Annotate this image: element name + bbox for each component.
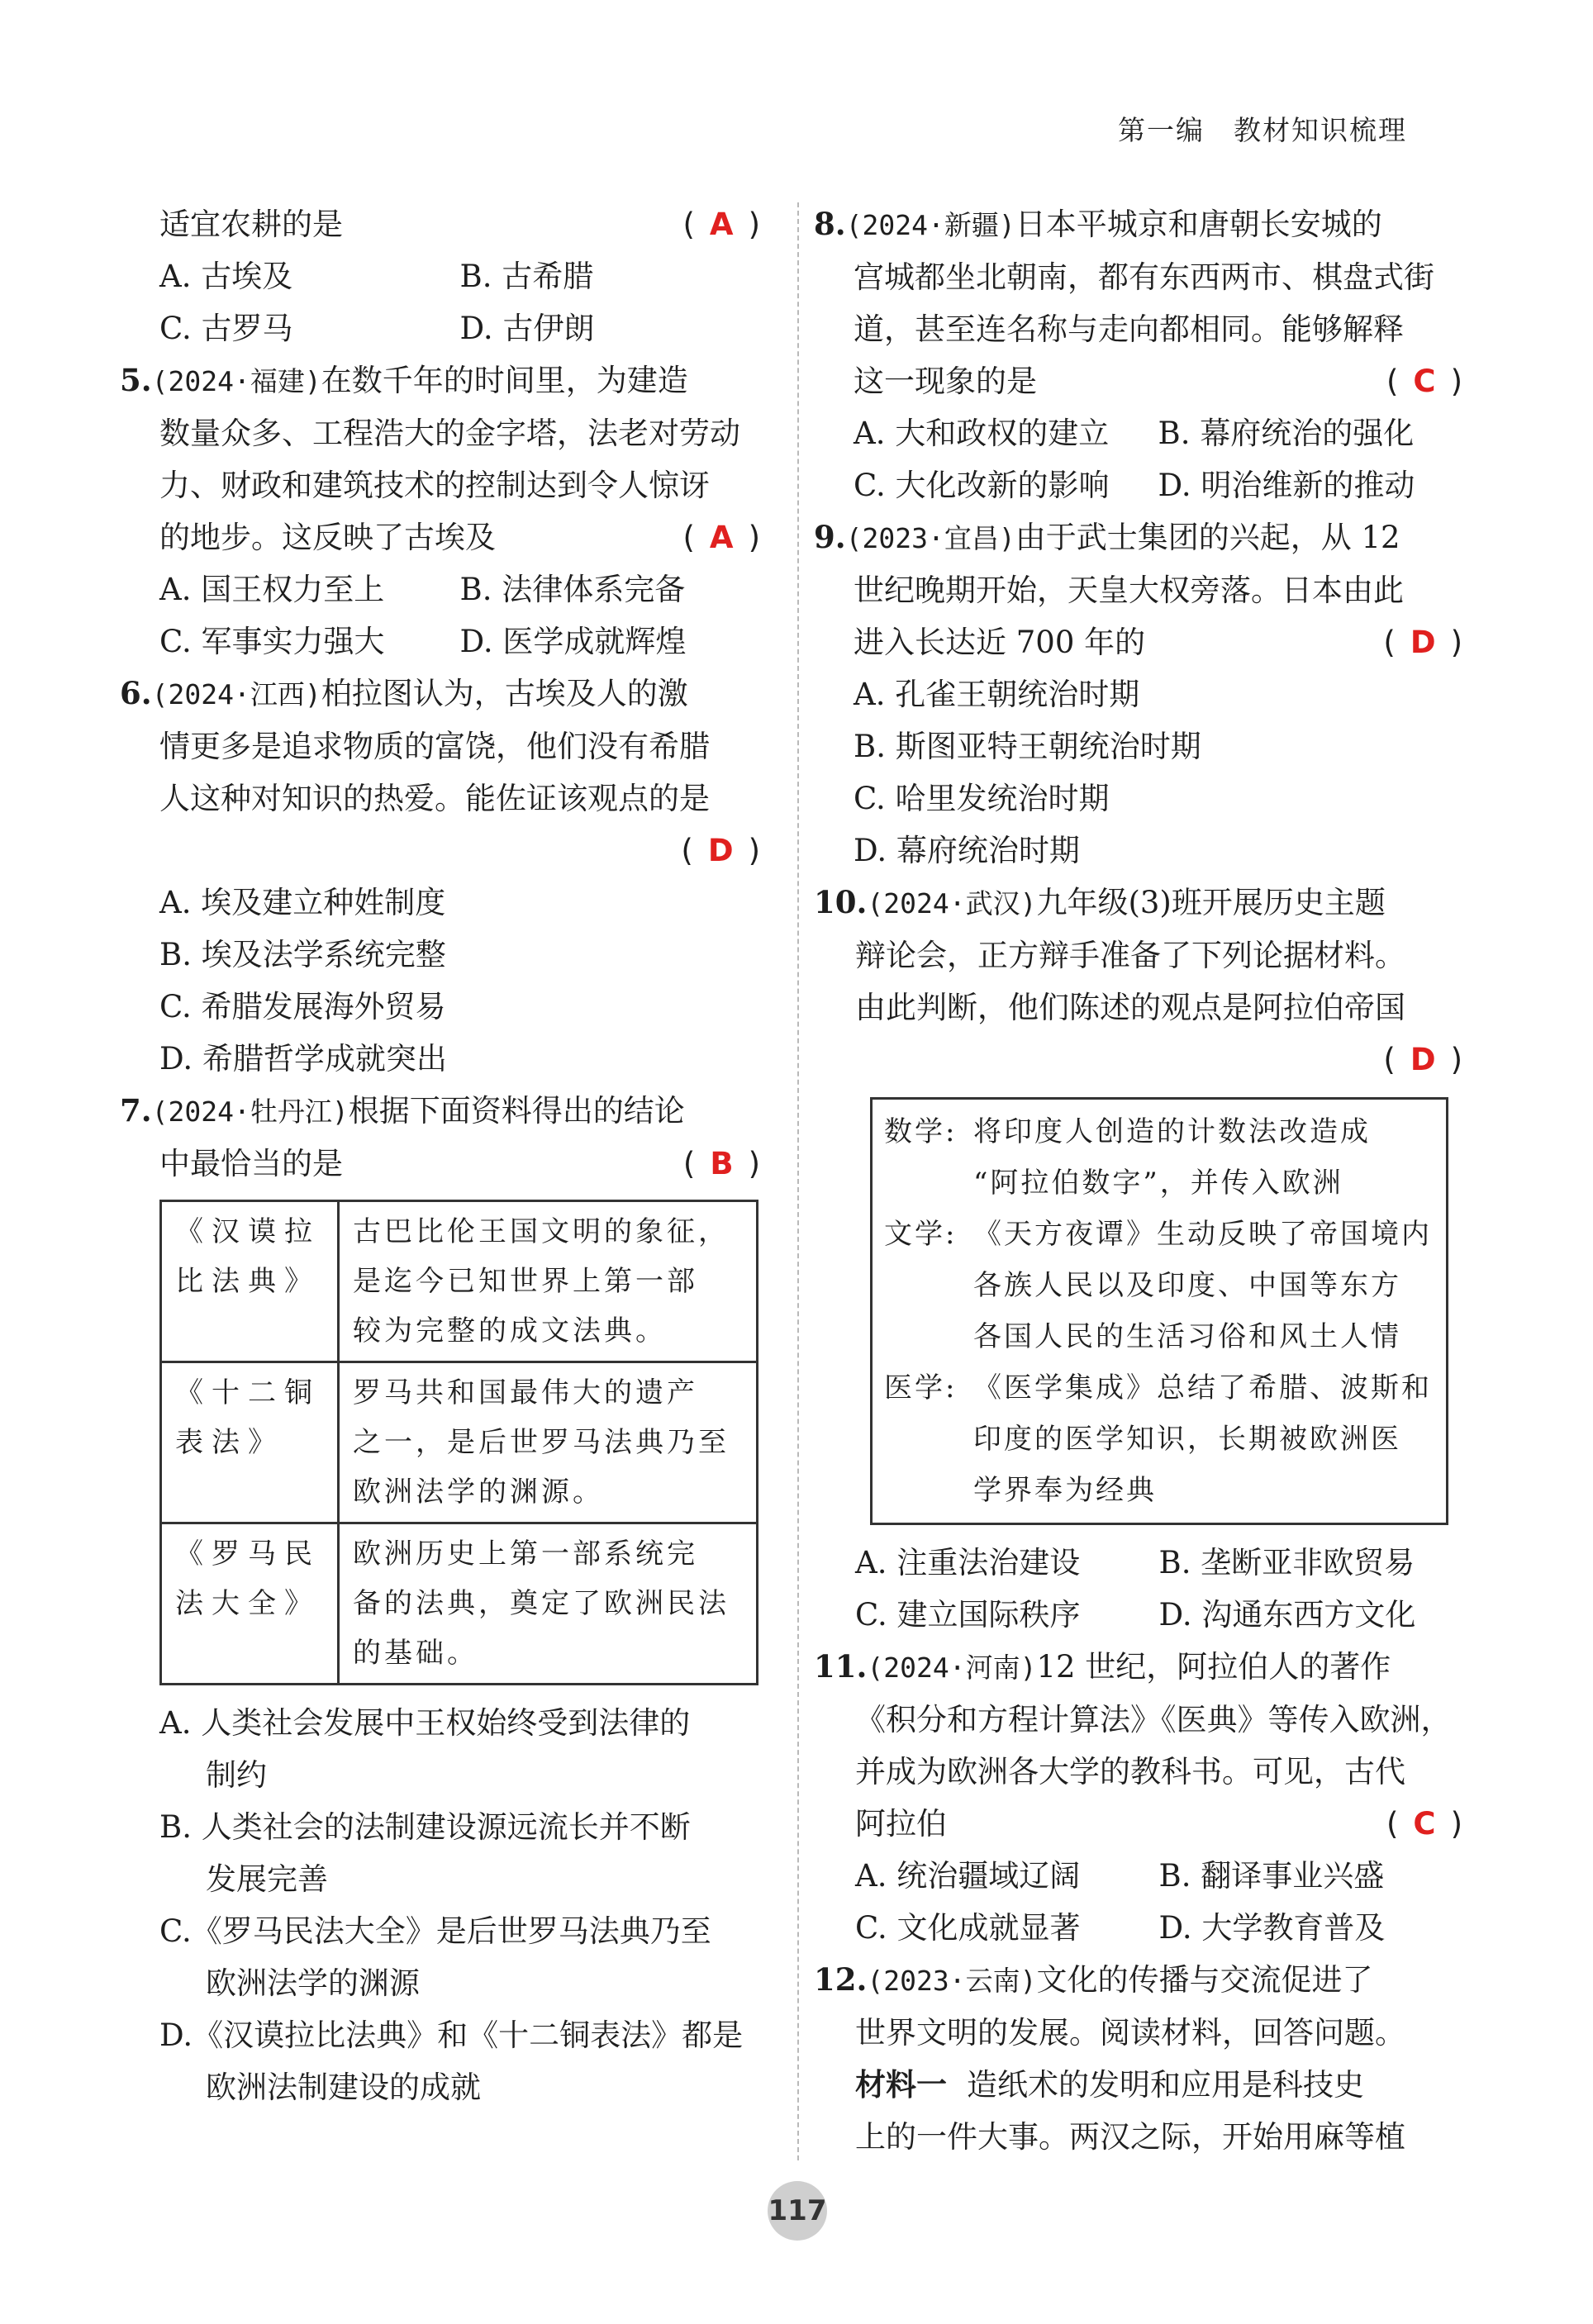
question-9-stem: 9.(2023·宜昌)由于武士集团的兴起，从 12: [814, 519, 1400, 555]
question-10-options: [814, 1537, 1462, 1589]
question-source: (2024·牡丹江): [151, 1095, 349, 1128]
question-number: 9.: [814, 519, 846, 555]
option[interactable]: C. 哈里发统治时期: [854, 781, 1110, 816]
option[interactable]: B. 埃及法学系统完整: [159, 937, 446, 972]
question-number: 7.: [120, 1092, 152, 1129]
question-11-options: [814, 1850, 1462, 1902]
table-row: [161, 1362, 758, 1523]
option[interactable]: B. 斯图亚特王朝统治时期: [854, 729, 1201, 764]
answer-bracket: ( B ): [682, 1146, 760, 1181]
answer-bracket: ( C ): [1386, 1806, 1462, 1842]
question-number: 10.: [814, 884, 868, 920]
option[interactable]: D. 明治维新的推动: [1158, 468, 1415, 503]
material-row-label: 数学:: [884, 1115, 958, 1148]
table-cell: 古巴比伦王国文明的象征， 是迄今已知世界上第一部 较为完整的成文法典。: [339, 1201, 758, 1362]
table-cell: 欧洲历史上第一部系统完 备的法典，奠定了欧洲民法 的基础。: [339, 1523, 758, 1685]
question-12-stem: 12.(2023·云南)文化的传播与交流促进了: [814, 1961, 1373, 1998]
answer-letter: A: [709, 520, 734, 555]
right-column: 8.(2024·新疆)日本平城京和唐朝长安城的 宫城都坐北朝南，都有东西两市、棋盘式街 道，甚至连名称与走向都相同。能够解释 这一现象的是 ( C ) A. 大和政权的建立 B. 幕府统治的强化 C. 大化改新的影响 D. 明治维新的推动 9.(2023·宜昌)由于武士集团的兴起，从 12 世纪晚期开始，天皇大权旁落。日本由此 进入长达近 700 年的 ( D ) A. 孔雀王朝统治时期 B. 斯图亚特王朝统治时期 C. 哈里发统治时期 D. 幕府统治时期 10.(2024·武汉)九年级(3)班开展历史主题 辩论会，正方辩手准备了下列论据材料。 由此判断，他们陈述的观点是阿拉伯帝国 ( D ) 数学: 将印度人创造的计数法改造成 “阿拉伯数字”，并传入欧洲 文学: 《天方夜谭》生动反映了帝国境内 各族人民以及印度、中国等东方 各国人民的生活习俗和风土人情 医学: 《医学集成》总结了希腊、波斯和 印度的医学知识，长期被欧洲医 学界奉为经典 A. 注重法治建设 B. 垄断亚非欧贸易 C. 建立国际秩序 D. 沟通东西方文化 11.(2024·河南)12 世纪，阿拉伯人的著作 《积分和方程计算法》《医典》等传入欧洲， 并成为欧洲各大学的教科书。可见，古代 阿拉伯 ( C ) A. 统治疆域辽阔 B. 翻译事业兴盛 C. 文化成就显著 D. 大学教育普及 12.(2023·云南)文化的传播与交流促进了 世界文明的发展。阅读材料，回答问题。 材料一 造纸术的发明和应用是科技史 上的一件大事。两汉之际，开始用麻等植: [814, 198, 1462, 2163]
answer-bracket: ( A ): [682, 207, 760, 242]
question-number: 5.: [120, 362, 152, 398]
column-divider: [797, 202, 799, 2160]
option[interactable]: D. 古伊朗: [459, 311, 595, 346]
answer-letter: B: [710, 1146, 734, 1181]
option[interactable]: B. 法律体系完备: [459, 572, 686, 607]
question-7-stem: 7.(2024·牡丹江)根据下面资料得出的结论: [120, 1092, 685, 1129]
answer-letter: D: [707, 833, 734, 868]
law-table: [159, 1200, 758, 1685]
option[interactable]: A. 埃及建立种姓制度: [159, 885, 446, 920]
option[interactable]: D. 沟通东西方文化: [1158, 1597, 1416, 1633]
option[interactable]: A. 古埃及: [159, 259, 293, 294]
material-row: 文学: 《天方夜谭》生动反映了帝国境内 各族人民以及印度、中国等东方 各国人民的生活习俗和风土人情: [884, 1209, 1434, 1362]
option[interactable]: D.《汉谟拉比法典》和《十二铜表法》都是: [159, 2017, 744, 2053]
option[interactable]: D. 希腊哲学成就突出: [159, 1041, 447, 1076]
material-label: 材料一: [855, 2067, 947, 2103]
answer-bracket: ( D ): [681, 833, 760, 868]
question-source: (2024·江西): [151, 678, 321, 711]
option[interactable]: D. 幕府统治时期: [854, 833, 1080, 868]
question-source: (2024·新疆): [845, 209, 1015, 241]
page-number: 117: [768, 2181, 827, 2241]
material-one: 材料一 造纸术的发明和应用是科技史: [855, 2067, 1364, 2103]
material-row-label: 文学:: [884, 1218, 958, 1251]
question-5-options: [120, 563, 760, 615]
option[interactable]: C. 希腊发展海外贸易: [159, 989, 446, 1024]
question-source: (2024·福建): [151, 365, 321, 397]
question-source: (2023·宜昌): [845, 522, 1015, 554]
question-source: (2024·河南): [867, 1652, 1037, 1684]
answer-bracket: ( A ): [682, 520, 760, 555]
question-11-stem: 11.(2024·河南)12 世纪，阿拉伯人的著作: [814, 1648, 1391, 1685]
material-row-label: 医学:: [884, 1371, 958, 1404]
option[interactable]: B. 古希腊: [459, 259, 594, 294]
question-4-options: [120, 250, 760, 302]
table-cell: 《十二铜 表法》: [161, 1362, 339, 1523]
option[interactable]: B. 翻译事业兴盛: [1158, 1858, 1385, 1894]
option[interactable]: C. 大化改新的影响: [854, 468, 1110, 503]
answer-bracket: ( C ): [1386, 364, 1462, 399]
question-6-stem: 6.(2024·江西)柏拉图认为，古埃及人的激: [120, 675, 688, 711]
answer-letter: C: [1413, 1806, 1436, 1842]
option[interactable]: B. 人类社会的法制建设源远流长并不断: [159, 1809, 691, 1845]
option[interactable]: C. 军事实力强大: [159, 624, 385, 659]
page-header: 第一编 教材知识梳理: [1118, 114, 1407, 146]
option[interactable]: B. 垄断亚非欧贸易: [1158, 1545, 1415, 1580]
left-column: 适宜农耕的是 ( A ) A. 古埃及 B. 古希腊 C. 古罗马 D. 古伊朗 5.(2024·福建)在数千年的时间里，为建造 数量众多、工程浩大的金字塔，法老对劳动 力、财政和建筑技术的控制达到令人惊讶 的地步。这反映了古埃及 ( A ) A. 国王权力至上 B. 法律体系完备 C. 军事实力强大 D. 医学成就辉煌 6.(2024·江西)柏拉图认为，古埃及人的激 情更多是追求物质的富饶，他们没有希腊 人这种对知识的热爱。能佐证该观点的是 ( D ) A. 埃及建立种姓制度 B. 埃及法学系统完整 C. 希腊发展海外贸易 D. 希腊哲学成就突出 7.(2024·牡丹江)根据下面资料得出的结论 中最恰当的是 ( B ) 《汉谟拉 比法典》 古巴比伦王国文明的象征， 是迄今已知世界上第一部 较为完整的成文法典。 《十二铜 表法》 罗马共和国最伟大的遗产 之一，是后世罗马法典乃至 欧洲法学的渊源。 《罗马民 法大全》 欧洲历史上第一部系统完 备的法典，奠定了欧洲民法 的基础。 A. 人类社会发展中王权始终受到法律的 制约 B. 人类社会的法制建设源远流长并不断 发展完善 C.《罗马民法大全》是后世罗马法典乃至 欧洲法学的渊源 D.《汉谟拉比法典》和《十二铜表法》都是 欧洲法制建设的成就: [120, 198, 760, 2113]
answer-letter: A: [709, 207, 734, 242]
option[interactable]: C. 古罗马: [159, 311, 293, 346]
question-5-stem: 5.(2024·福建)在数千年的时间里，为建造: [120, 362, 688, 398]
question-source: (2024·武汉): [867, 887, 1037, 920]
option[interactable]: A. 大和政权的建立: [854, 416, 1110, 451]
table-row: [161, 1201, 758, 1362]
question-8-options: [814, 407, 1462, 459]
answer-bracket: ( D ): [1383, 625, 1462, 660]
table-cell: 《罗马民 法大全》: [161, 1523, 339, 1685]
question-number: 11.: [814, 1648, 868, 1685]
answer-bracket: ( D ): [1383, 1042, 1462, 1077]
option[interactable]: C. 建立国际秩序: [855, 1597, 1081, 1633]
material-row: 数学: 将印度人创造的计数法改造成 “阿拉伯数字”，并传入欧洲: [884, 1106, 1434, 1209]
table-row: [161, 1523, 758, 1685]
table-cell: 罗马共和国最伟大的遗产 之一，是后世罗马法典乃至 欧洲法学的渊源。: [339, 1362, 758, 1523]
question-4-stem: 适宜农耕的是 ( A ): [120, 198, 760, 250]
answer-letter: D: [1410, 1042, 1436, 1077]
option[interactable]: A. 人类社会发展中王权始终受到法律的: [159, 1705, 691, 1741]
question-number: 8.: [814, 206, 846, 242]
table-cell: 《汉谟拉 比法典》: [161, 1201, 339, 1362]
answer-letter: D: [1410, 625, 1436, 660]
option[interactable]: A. 国王权力至上: [159, 572, 385, 607]
option[interactable]: A. 注重法治建设: [855, 1545, 1081, 1580]
option[interactable]: D. 医学成就辉煌: [459, 624, 687, 659]
option[interactable]: A. 孔雀王朝统治时期: [854, 677, 1140, 712]
option[interactable]: C.《罗马民法大全》是后世罗马法典乃至: [159, 1913, 711, 1949]
material-row: 医学: 《医学集成》总结了希腊、波斯和 印度的医学知识，长期被欧洲医 学界奉为经典: [884, 1362, 1434, 1516]
option[interactable]: D. 大学教育普及: [1158, 1910, 1386, 1946]
material-box: [870, 1097, 1448, 1525]
question-source: (2023·云南): [867, 1965, 1037, 1997]
option[interactable]: B. 幕府统治的强化: [1158, 416, 1415, 451]
option[interactable]: C. 文化成就显著: [855, 1910, 1081, 1946]
question-number: 6.: [120, 675, 152, 711]
question-10-stem: 10.(2024·武汉)九年级(3)班开展历史主题: [814, 884, 1386, 920]
question-8-stem: 8.(2024·新疆)日本平城京和唐朝长安城的: [814, 206, 1382, 242]
question-number: 12.: [814, 1961, 868, 1998]
option[interactable]: A. 统治疆域辽阔: [855, 1858, 1081, 1894]
answer-letter: C: [1413, 364, 1436, 399]
